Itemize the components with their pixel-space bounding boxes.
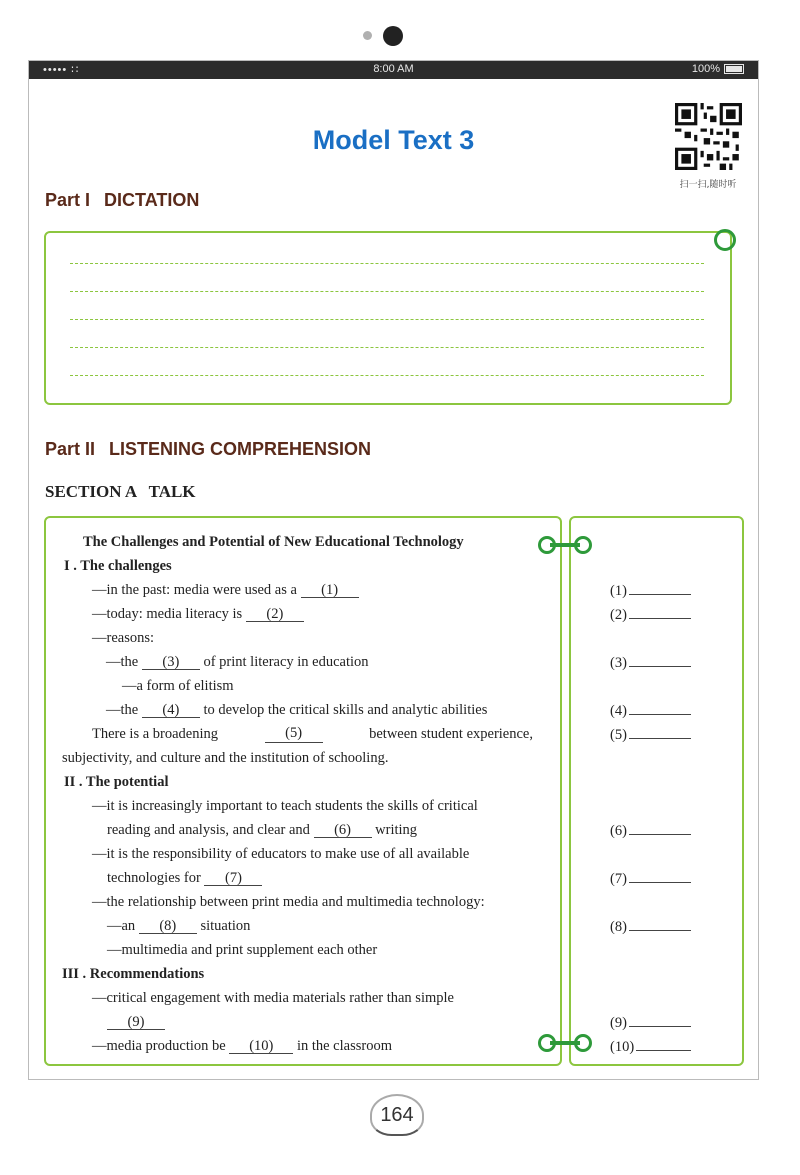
answer-slot[interactable]: (1) — [610, 582, 691, 600]
status-time: 8:00 AM — [373, 63, 414, 75]
blank-7[interactable]: (7) — [204, 871, 262, 886]
binder-clip-icon — [538, 536, 592, 554]
outline-heading-1: I . The challenges — [64, 558, 172, 574]
page-number: 164 — [370, 1094, 424, 1136]
outline-line: reading and analysis, and clear and (6) writing — [107, 822, 418, 838]
camera-sensor-dot — [363, 31, 372, 40]
outline-line: —reasons: — [92, 630, 155, 646]
outline-line: —critical engagement with media materials rather than simple — [92, 990, 454, 1006]
status-bar — [29, 61, 758, 79]
answer-slot[interactable]: (6) — [610, 822, 691, 840]
box-ring-icon — [714, 229, 736, 251]
page-title: Model Text 3 — [312, 125, 475, 155]
qr-code-icon[interactable] — [675, 103, 742, 170]
blank-8[interactable]: (8) — [139, 919, 197, 934]
battery-percent: 100% — [691, 63, 720, 75]
outline-heading-2: II . The potential — [64, 774, 169, 790]
outline-line: —media production be (10) in the classroom — [92, 1038, 392, 1054]
outline-line: —an (8) situation — [107, 918, 251, 934]
answer-slot[interactable]: (10) — [610, 1038, 691, 1056]
outline-line: —today: media literacy is (2) — [92, 606, 304, 623]
outline-line: —it is increasingly important to teach students the skills of critical — [92, 798, 478, 814]
outline-line: There is a broadening (5) between student experience, — [92, 725, 533, 742]
outline-heading-3: III . Recommendations — [62, 966, 205, 982]
part2-number: Part II — [45, 439, 96, 459]
blank-6[interactable]: (6) — [314, 823, 372, 838]
part1-heading — [45, 190, 199, 211]
part1-number: Part I — [45, 190, 91, 210]
outline-line: —the relationship between print media and multimedia technology: — [92, 894, 485, 910]
dictation-line[interactable] — [70, 291, 704, 292]
dictation-line[interactable] — [70, 319, 704, 320]
outline-line: —it is the responsibility of educators to make use of all available — [92, 846, 470, 862]
blank-9[interactable]: (9) — [107, 1015, 165, 1030]
answer-slot[interactable]: (3) — [610, 654, 691, 672]
outline-line: —a form of elitism — [122, 678, 234, 694]
blank-3[interactable]: (3) — [142, 655, 200, 670]
outline-line — [107, 1014, 165, 1031]
blank-10[interactable]: (10) — [229, 1039, 293, 1054]
outline-line: subjectivity, and culture and the institution of schooling. — [62, 750, 389, 766]
part1-title: DICTATION — [104, 190, 200, 210]
outline-line: —the (4) to develop the critical skills and analytic abilities — [106, 702, 488, 718]
blank-5[interactable]: (5) — [265, 726, 323, 743]
outline-line: technologies for (7) — [107, 870, 262, 887]
blank-1[interactable]: (1) — [301, 583, 359, 598]
dictation-line[interactable] — [70, 347, 704, 348]
signal-icon: ••••• ∷ — [43, 64, 80, 76]
qr-caption: 扫一扫,随时听 — [679, 180, 737, 190]
part2-title: LISTENING COMPREHENSION — [109, 439, 372, 459]
answer-slot[interactable]: (2) — [610, 606, 691, 624]
dictation-line[interactable] — [70, 375, 704, 376]
answer-slot[interactable]: (8) — [610, 918, 691, 936]
outline-line: —in the past: media were used as a (1) — [92, 582, 359, 599]
battery-indicator — [692, 63, 744, 75]
answer-slot[interactable]: (7) — [610, 870, 691, 888]
answer-slot[interactable]: (9) — [610, 1014, 691, 1032]
outline-line: —the (3) of print literacy in education — [106, 654, 369, 670]
answer-slot[interactable]: (5) — [610, 726, 691, 744]
answer-slot[interactable]: (4) — [610, 702, 691, 720]
outline-title: The Challenges and Potential of New Educational Technology — [83, 534, 464, 550]
dictation-box — [44, 231, 732, 405]
binder-clip-icon — [538, 1034, 592, 1052]
dictation-line[interactable] — [70, 263, 704, 264]
battery-icon — [724, 64, 744, 74]
outline-line: —multimedia and print supplement each other — [107, 942, 378, 958]
front-camera — [383, 26, 403, 46]
blank-4[interactable]: (4) — [142, 703, 200, 718]
part2-heading — [45, 439, 371, 460]
blank-2[interactable]: (2) — [246, 607, 304, 622]
section-a-heading: SECTION A TALK — [45, 482, 196, 501]
